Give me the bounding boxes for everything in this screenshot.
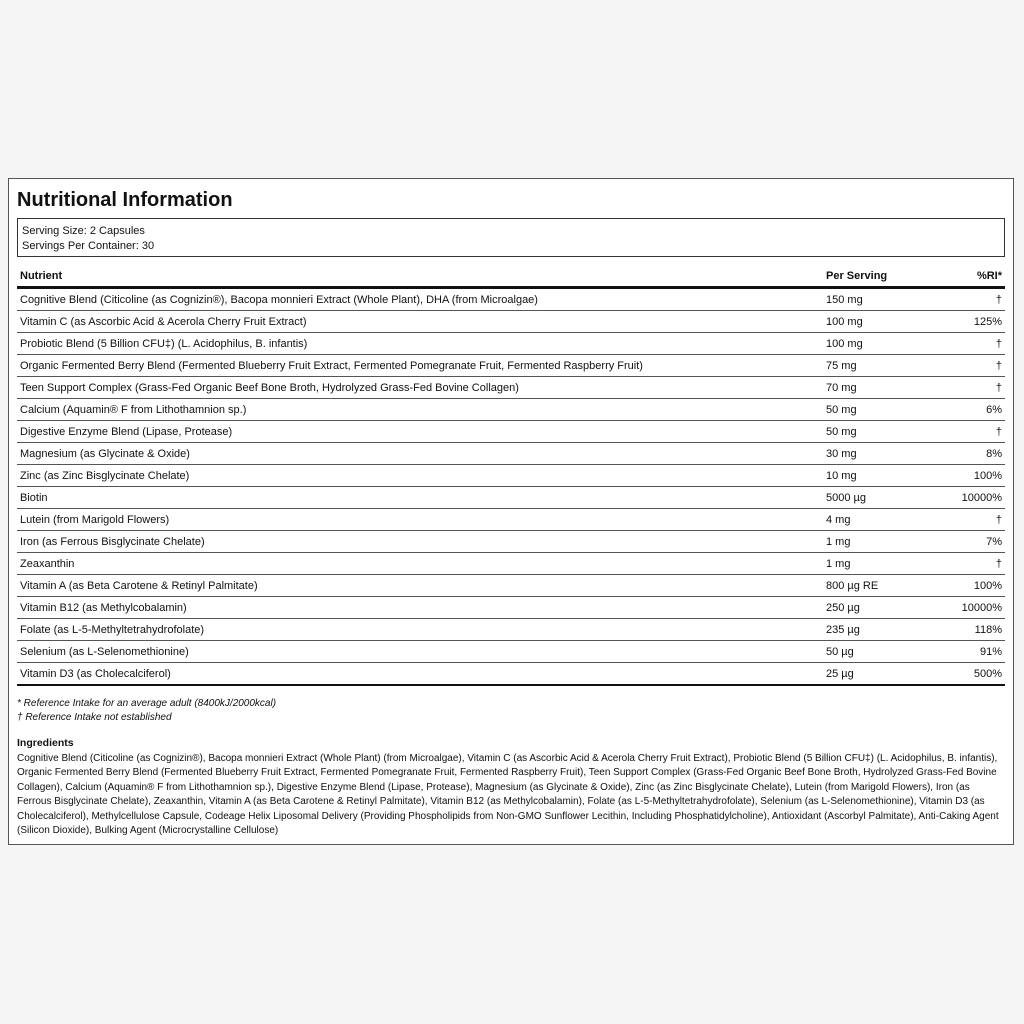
per-serving-value: 150 mg: [823, 288, 939, 311]
header-per-serving: Per Serving: [823, 265, 939, 288]
nutrient-name: Vitamin C (as Ascorbic Acid & Acerola Cherry Fruit Extract): [17, 311, 823, 333]
nutrient-name: Biotin: [17, 487, 823, 509]
ri-value: 118%: [939, 619, 1005, 641]
ri-value: †: [939, 509, 1005, 531]
ri-value: 100%: [939, 575, 1005, 597]
table-row: [17, 575, 1005, 597]
table-row: [17, 377, 1005, 399]
per-serving-value: 250 µg: [823, 597, 939, 619]
ri-value: 500%: [939, 663, 1005, 686]
ri-value: 10000%: [939, 487, 1005, 509]
ingredients-heading: Ingredients: [17, 737, 74, 749]
ri-value: 10000%: [939, 597, 1005, 619]
per-serving-value: 50 µg: [823, 641, 939, 663]
per-serving-value: 30 mg: [823, 443, 939, 465]
nutrient-name: Zinc (as Zinc Bisglycinate Chelate): [17, 465, 823, 487]
nutrient-name: Magnesium (as Glycinate & Oxide): [17, 443, 823, 465]
servings-per-container: Servings Per Container: 30: [22, 240, 155, 252]
nutrient-table: [17, 265, 1005, 686]
table-row: [17, 311, 1005, 333]
nutrient-name: Probiotic Blend (5 Billion CFU‡) (L. Acidophilus, B. infantis): [17, 333, 823, 355]
table-row: [17, 487, 1005, 509]
footnote-ri: * Reference Intake for an average adult (8400kJ/2000kcal): [17, 698, 277, 709]
table-row: [17, 641, 1005, 663]
table-header-row: [17, 265, 1005, 288]
per-serving-value: 1 mg: [823, 531, 939, 553]
header-ri: %RI*: [939, 265, 1005, 288]
table-row: [17, 421, 1005, 443]
table-row: [17, 531, 1005, 553]
per-serving-value: 100 mg: [823, 311, 939, 333]
nutrient-name: Digestive Enzyme Blend (Lipase, Protease): [17, 421, 823, 443]
per-serving-value: 800 µg RE: [823, 575, 939, 597]
ri-value: †: [939, 553, 1005, 575]
table-row: [17, 355, 1005, 377]
per-serving-value: 100 mg: [823, 333, 939, 355]
nutrient-name: Vitamin A (as Beta Carotene & Retinyl Palmitate): [17, 575, 823, 597]
ri-value: 91%: [939, 641, 1005, 663]
page-title: Nutritional Information: [17, 189, 233, 211]
ri-value: 7%: [939, 531, 1005, 553]
ri-value: 6%: [939, 399, 1005, 421]
table-row: [17, 663, 1005, 686]
nutrient-name: Folate (as L-5-Methyltetrahydrofolate): [17, 619, 823, 641]
ri-value: †: [939, 421, 1005, 443]
nutrition-panel: [8, 178, 1014, 845]
footnotes: [17, 697, 1005, 725]
per-serving-value: 5000 µg: [823, 487, 939, 509]
table-row: [17, 288, 1005, 311]
per-serving-value: 75 mg: [823, 355, 939, 377]
table-row: [17, 399, 1005, 421]
per-serving-value: 4 mg: [823, 509, 939, 531]
per-serving-value: 10 mg: [823, 465, 939, 487]
table-row: [17, 333, 1005, 355]
per-serving-value: 25 µg: [823, 663, 939, 686]
per-serving-value: 50 mg: [823, 421, 939, 443]
nutrient-name: Calcium (Aquamin® F from Lithothamnion sp.): [17, 399, 823, 421]
table-row: [17, 443, 1005, 465]
nutrient-name: Cognitive Blend (Citicoline (as Cognizin®), Bacopa monnieri Extract (Whole Plant), DHA (from Microalgae): [17, 288, 823, 311]
nutrient-name: Organic Fermented Berry Blend (Fermented Blueberry Fruit Extract, Fermented Pomegranate Fruit, Fermented Raspberry Fruit): [17, 355, 823, 377]
ri-value: 100%: [939, 465, 1005, 487]
table-row: [17, 465, 1005, 487]
per-serving-value: 1 mg: [823, 553, 939, 575]
table-row: [17, 553, 1005, 575]
ri-value: †: [939, 288, 1005, 311]
nutrient-name: Vitamin D3 (as Cholecalciferol): [17, 663, 823, 686]
footnote-dagger: † Reference Intake not established: [17, 712, 172, 723]
nutrient-name: Iron (as Ferrous Bisglycinate Chelate): [17, 531, 823, 553]
per-serving-value: 235 µg: [823, 619, 939, 641]
nutrient-name: Zeaxanthin: [17, 553, 823, 575]
ingredients-text: Cognitive Blend (Citicoline (as Cognizin®), Bacopa monnieri Extract (Whole Plant) (from Microalgae), Vitamin C (as Ascorbic Acid & Acerola Cherry Fruit Extract), Probiotic Blend (5 Billion CFU‡) (L. Acidophilus, B. infantis), Organic Fermented Berry Blend (Fermented Blueberry Fruit Extract, Fermented Pomegranate Fruit, Fermented Raspberry Fruit), Teen Support Complex (Grass-Fed Organic Beef Bone Broth, Hydrolyzed Grass-Fed Bovine Collagen), Calcium (Aquamin® F from Lithothamnion sp.), Digestive Enzyme Blend (Lipase, Protease), Magnesium (as Glycinate & Oxide), Zinc (as Zinc Bisglycinate Chelate), Lutein (from Marigold Flowers), Iron (as Ferrous Bisglycinate Chelate), Zeaxanthin, Vitamin A (as Beta Carotene & Retinyl Palmitate), Vitamin B12 (as Methylcobalamin), Folate (as L-5-Methyltetrahydrofolate), Selenium (as L-Selenomethionine), Vitamin D3 (as Cholecalciferol), Methylcellulose Capsule, Codeage Helix Liposomal Delivery (Providing Phospholipids from Non-GMO Sunflower Lecithin, Including Phosphatidylcholine), Antioxidant (Ascorbyl Palmitate), Anti-Caking Agent (Silicon Dioxide), Bulking Agent (Microcrystalline Cellulose): [17, 753, 999, 837]
ri-value: †: [939, 377, 1005, 399]
table-row: [17, 619, 1005, 641]
table-row: [17, 509, 1005, 531]
nutrient-name: Selenium (as L-Selenomethionine): [17, 641, 823, 663]
header-nutrient: Nutrient: [17, 265, 823, 288]
ri-value: 8%: [939, 443, 1005, 465]
nutrient-name: Vitamin B12 (as Methylcobalamin): [17, 597, 823, 619]
per-serving-value: 50 mg: [823, 399, 939, 421]
ri-value: †: [939, 355, 1005, 377]
nutrient-name: Lutein (from Marigold Flowers): [17, 509, 823, 531]
serving-size: Serving Size: 2 Capsules: [22, 225, 145, 237]
serving-info-box: [17, 218, 1005, 257]
nutrient-name: Teen Support Complex (Grass-Fed Organic Beef Bone Broth, Hydrolyzed Grass-Fed Bovine Collagen): [17, 377, 823, 399]
per-serving-value: 70 mg: [823, 377, 939, 399]
ri-value: †: [939, 333, 1005, 355]
ri-value: 125%: [939, 311, 1005, 333]
table-row: [17, 597, 1005, 619]
